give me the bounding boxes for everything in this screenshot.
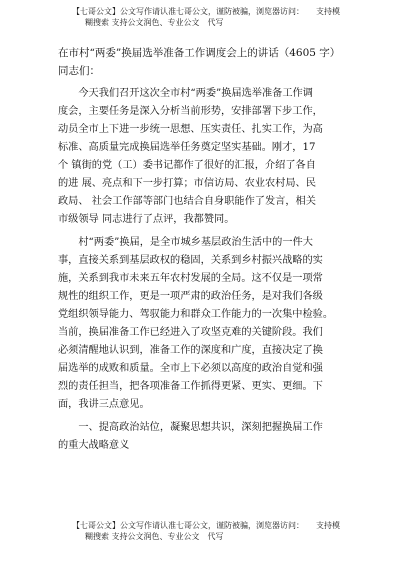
document-title [58,44,380,80]
document-body [58,44,380,460]
footer-notice-line: 糊搜索 支持公文润色、专业公文 代写 [85,532,224,541]
text-line: 必须清醒地认识到，准备工作的深度和广度，直接决定了换 [58,345,323,356]
text-line: 规性的组织工作，更是一项严肃的政治任务，是对我们各级 [58,291,323,302]
text-line: 烈的责任担当，把各项准备工作抓得更紧、更实、更细。下 [58,381,323,392]
footer-notice-line: 【七哥公文】公文写作请认准七哥公文，谨防被骗，浏览器访问： 支持模 [72,521,340,530]
header-notice-line: 【七哥公文】公文写作请认准七哥公文，谨防被骗，浏览器访问： 支持模 [72,7,340,16]
text-line: 一、提高政治站位，凝聚思想共识，深刻把握换届工作 [58,422,323,433]
text-line: 今天我们召开这次全市村“两委”换届选举准备工作调 [58,88,313,99]
section-heading [58,419,380,455]
text-line: 施，关系到我市未来五年农村发展的全局。这不仅是一项常 [58,273,323,284]
text-line: 政局、 社会工作部等部门也结合自身职能作了发言，相关 [58,196,316,207]
text-line: 个 镇街的党（工）委书记都作了很好的汇报，介绍了各自 [58,160,316,171]
title-line: 在市村“两委”换届选举准备工作调度会上的讲话（4605 字） [58,47,341,59]
text-line: 面，我讲三点意见。 [58,399,150,410]
paragraph-1 [58,85,380,229]
page-footer-notice [72,520,382,542]
text-line: 的进 展、亮点和下一步打算；市信访局、农业农村局、民 [58,178,316,189]
text-line: 事，直接关系到基层政权的稳固，关系到乡村振兴战略的实 [58,255,323,266]
text-line: 党组织领导能力、驾驭能力和群众工作能力的一次集中检验。 [58,309,334,320]
header-notice-line: 糊搜索 支持公文润色、专业公文 代写 [85,18,224,27]
text-line: 标准、高质量完成换届选举任务奠定坚实基础。刚才，17 [58,142,316,153]
text-line: 的重大战略意义 [58,440,130,451]
paragraph-2 [58,234,380,414]
salutation: 同志们： [58,65,100,77]
text-line: 当前，换届准备工作已经进入了攻坚克难的关键阶段。我们 [58,327,323,338]
text-line: 村“两委”换届，是全市城乡基层政治生活中的一件大 [58,237,313,248]
text-line: 动员全市上下进一步统一思想、压实责任、扎实工作，为高 [58,124,323,135]
page-header-notice [72,6,382,28]
text-line: 届选举的成败和质量。全市上下必须以高度的政治自觉和强 [58,363,323,374]
text-line: 市级领导 同志进行了点评，我都赞同。 [58,214,235,225]
text-line: 度会，主要任务是深入分析当前形势，安排部署下步工作， [58,106,323,117]
